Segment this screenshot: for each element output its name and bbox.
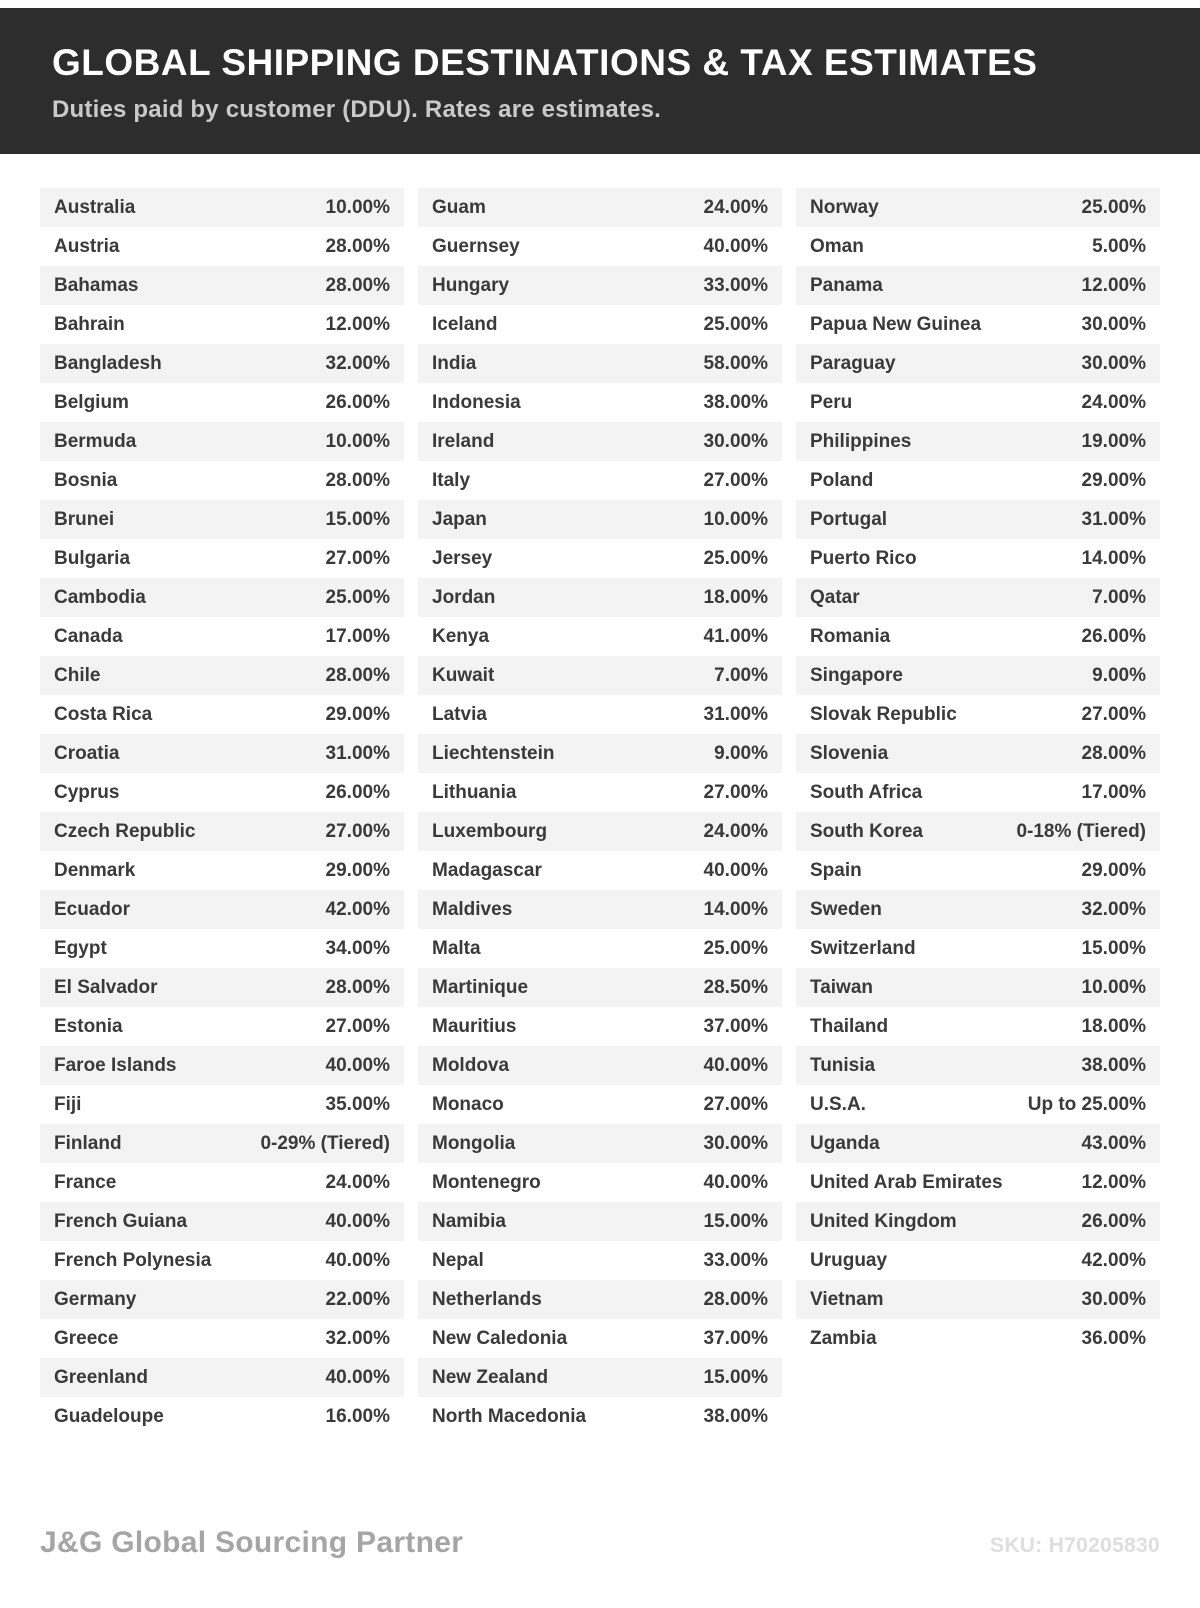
table-row xyxy=(40,383,404,422)
rates-table xyxy=(40,188,1160,1436)
country-name: Belgium xyxy=(54,391,129,413)
table-row xyxy=(418,266,782,305)
table-row xyxy=(796,1046,1160,1085)
country-name: Martinique xyxy=(432,976,529,998)
table-row xyxy=(418,1280,782,1319)
table-row xyxy=(40,422,404,461)
tax-rate: 28.00% xyxy=(703,1288,768,1310)
table-row xyxy=(796,1124,1160,1163)
table-row xyxy=(796,617,1160,656)
country-name: Panama xyxy=(810,274,883,296)
country-name: Peru xyxy=(810,391,853,413)
table-row xyxy=(796,695,1160,734)
country-name: Mongolia xyxy=(432,1132,516,1154)
country-name: New Zealand xyxy=(432,1366,549,1388)
tax-rate: 19.00% xyxy=(1081,430,1146,452)
tax-rate: 18.00% xyxy=(1081,1015,1146,1037)
table-row xyxy=(796,1280,1160,1319)
country-name: Slovenia xyxy=(810,742,889,764)
table-row xyxy=(796,266,1160,305)
table-row xyxy=(40,266,404,305)
table-row xyxy=(796,1319,1160,1358)
country-name: Namibia xyxy=(432,1210,506,1232)
country-name: Montenegro xyxy=(432,1171,541,1193)
tax-rate: 36.00% xyxy=(1081,1327,1146,1349)
country-name: New Caledonia xyxy=(432,1327,568,1349)
country-name: Chile xyxy=(54,664,101,686)
table-row xyxy=(418,539,782,578)
country-name: Bahrain xyxy=(54,313,125,335)
country-name: Ecuador xyxy=(54,898,131,920)
tax-rate: 24.00% xyxy=(1081,391,1146,413)
country-name: Norway xyxy=(810,196,879,218)
country-name: Spain xyxy=(810,859,862,881)
country-name: United Kingdom xyxy=(810,1210,957,1232)
tax-rate: 31.00% xyxy=(1081,508,1146,530)
rate-column xyxy=(40,188,404,1436)
table-row xyxy=(796,227,1160,266)
table-row xyxy=(40,695,404,734)
tax-rate: 12.00% xyxy=(325,313,390,335)
tax-rate: 27.00% xyxy=(703,781,768,803)
tax-rate: 32.00% xyxy=(1081,898,1146,920)
table-row xyxy=(40,578,404,617)
country-name: French Polynesia xyxy=(54,1249,212,1271)
country-name: Greenland xyxy=(54,1366,148,1388)
tax-rate: 38.00% xyxy=(703,391,768,413)
country-name: Italy xyxy=(432,469,471,491)
country-name: Bulgaria xyxy=(54,547,131,569)
tax-rate: Up to 25.00% xyxy=(1027,1093,1146,1115)
table-row xyxy=(796,1241,1160,1280)
table-row xyxy=(796,344,1160,383)
tax-rate: 33.00% xyxy=(703,274,768,296)
tax-rate: 10.00% xyxy=(325,430,390,452)
page-subtitle: Duties paid by customer (DDU). Rates are estimates. xyxy=(52,96,662,123)
country-name: Tunisia xyxy=(810,1054,876,1076)
table-row xyxy=(418,617,782,656)
tax-rate: 28.50% xyxy=(703,976,768,998)
country-name: Australia xyxy=(54,196,136,218)
table-row xyxy=(418,422,782,461)
rate-column xyxy=(796,188,1160,1436)
table-row xyxy=(418,188,782,227)
tax-rate: 27.00% xyxy=(1081,703,1146,725)
country-name: Bermuda xyxy=(54,430,137,452)
country-name: Lithuania xyxy=(432,781,517,803)
tax-rate: 10.00% xyxy=(703,508,768,530)
tax-rate: 40.00% xyxy=(325,1249,390,1271)
country-name: Papua New Guinea xyxy=(810,313,982,335)
table-row xyxy=(40,344,404,383)
table-row xyxy=(418,1046,782,1085)
table-row xyxy=(418,1163,782,1202)
country-name: Guernsey xyxy=(432,235,520,257)
country-name: Kuwait xyxy=(432,664,495,686)
table-row xyxy=(796,851,1160,890)
country-name: Portugal xyxy=(810,508,888,530)
tax-rate: 24.00% xyxy=(325,1171,390,1193)
tax-rate: 0-18% (Tiered) xyxy=(1016,820,1146,842)
tax-rate: 25.00% xyxy=(703,937,768,959)
country-name: Finland xyxy=(54,1132,122,1154)
table-row xyxy=(418,1085,782,1124)
country-name: Faroe Islands xyxy=(54,1054,177,1076)
country-name: Poland xyxy=(810,469,874,491)
tax-rate: 15.00% xyxy=(1081,937,1146,959)
table-row xyxy=(40,851,404,890)
tax-rate: 22.00% xyxy=(325,1288,390,1310)
tax-rate: 31.00% xyxy=(325,742,390,764)
country-name: South Africa xyxy=(810,781,923,803)
country-name: Latvia xyxy=(432,703,487,725)
table-row xyxy=(418,1007,782,1046)
table-row xyxy=(40,734,404,773)
country-name: Estonia xyxy=(54,1015,123,1037)
header-banner xyxy=(0,8,1200,154)
table-row xyxy=(418,890,782,929)
tax-rate: 25.00% xyxy=(325,586,390,608)
tax-rate: 29.00% xyxy=(325,859,390,881)
tax-rate: 40.00% xyxy=(703,859,768,881)
country-name: France xyxy=(54,1171,117,1193)
table-row xyxy=(418,968,782,1007)
table-row xyxy=(796,734,1160,773)
tax-rate: 37.00% xyxy=(703,1015,768,1037)
tax-rate: 30.00% xyxy=(1081,1288,1146,1310)
brand-name: J&G Global Sourcing Partner xyxy=(40,1526,464,1559)
tax-rate: 14.00% xyxy=(1081,547,1146,569)
table-row xyxy=(40,1319,404,1358)
table-row xyxy=(40,812,404,851)
tax-rate: 26.00% xyxy=(325,781,390,803)
table-row xyxy=(418,500,782,539)
country-name: Ireland xyxy=(432,430,495,452)
country-name: Egypt xyxy=(54,937,107,959)
table-row xyxy=(40,539,404,578)
table-row xyxy=(796,383,1160,422)
table-row xyxy=(796,461,1160,500)
country-name: Zambia xyxy=(810,1327,877,1349)
table-row xyxy=(40,1085,404,1124)
country-name: El Salvador xyxy=(54,976,158,998)
table-row xyxy=(796,1163,1160,1202)
tax-rate: 40.00% xyxy=(703,235,768,257)
tax-rate: 24.00% xyxy=(703,196,768,218)
tax-rate: 29.00% xyxy=(325,703,390,725)
country-name: Fiji xyxy=(54,1093,82,1115)
tax-rate: 9.00% xyxy=(714,742,768,764)
tax-rate: 27.00% xyxy=(325,547,390,569)
table-row xyxy=(418,1124,782,1163)
country-name: Philippines xyxy=(810,430,912,452)
country-name: Bosnia xyxy=(54,469,118,491)
table-row xyxy=(796,500,1160,539)
country-name: Vietnam xyxy=(810,1288,884,1310)
table-row xyxy=(796,1202,1160,1241)
country-name: Cambodia xyxy=(54,586,146,608)
country-name: French Guiana xyxy=(54,1210,188,1232)
table-row xyxy=(796,422,1160,461)
tax-rate: 31.00% xyxy=(703,703,768,725)
table-row xyxy=(796,773,1160,812)
country-name: Netherlands xyxy=(432,1288,542,1310)
table-row xyxy=(796,812,1160,851)
tax-rate: 17.00% xyxy=(325,625,390,647)
tax-rate: 32.00% xyxy=(325,1327,390,1349)
tax-rate: 35.00% xyxy=(325,1093,390,1115)
tax-rate: 26.00% xyxy=(325,391,390,413)
table-row xyxy=(796,578,1160,617)
country-name: Austria xyxy=(54,235,120,257)
table-row xyxy=(796,656,1160,695)
tax-rate: 28.00% xyxy=(325,274,390,296)
table-row xyxy=(418,227,782,266)
table-row xyxy=(40,1358,404,1397)
tax-rate: 24.00% xyxy=(703,820,768,842)
country-name: Maldives xyxy=(432,898,513,920)
country-name: U.S.A. xyxy=(810,1093,866,1115)
country-name: North Macedonia xyxy=(432,1405,587,1427)
country-name: Indonesia xyxy=(432,391,521,413)
tax-rate: 26.00% xyxy=(1081,625,1146,647)
table-row xyxy=(40,968,404,1007)
table-row xyxy=(796,929,1160,968)
tax-rate: 30.00% xyxy=(1081,313,1146,335)
tax-rate: 18.00% xyxy=(703,586,768,608)
table-row xyxy=(796,1007,1160,1046)
rate-column xyxy=(418,188,782,1436)
table-row xyxy=(418,305,782,344)
tax-rate: 14.00% xyxy=(703,898,768,920)
table-row xyxy=(40,500,404,539)
country-name: Brunei xyxy=(54,508,115,530)
country-name: Puerto Rico xyxy=(810,547,917,569)
table-row xyxy=(40,305,404,344)
table-row xyxy=(40,1397,404,1436)
country-name: Jordan xyxy=(432,586,496,608)
country-name: Greece xyxy=(54,1327,119,1349)
country-name: Thailand xyxy=(810,1015,889,1037)
table-row xyxy=(40,1202,404,1241)
tax-rate: 40.00% xyxy=(325,1054,390,1076)
country-name: Iceland xyxy=(432,313,498,335)
country-name: United Arab Emirates xyxy=(810,1171,1003,1193)
table-row xyxy=(40,617,404,656)
table-row xyxy=(40,1241,404,1280)
tax-rate: 25.00% xyxy=(1081,196,1146,218)
tax-rate: 28.00% xyxy=(325,976,390,998)
table-row xyxy=(418,851,782,890)
tax-rate: 26.00% xyxy=(1081,1210,1146,1232)
country-name: Romania xyxy=(810,625,891,647)
table-row xyxy=(40,188,404,227)
country-name: Uruguay xyxy=(810,1249,888,1271)
tax-rate: 43.00% xyxy=(1081,1132,1146,1154)
tax-rate: 16.00% xyxy=(325,1405,390,1427)
tax-rate: 15.00% xyxy=(703,1366,768,1388)
tax-rate: 15.00% xyxy=(325,508,390,530)
tax-rate: 25.00% xyxy=(703,547,768,569)
tax-rate: 42.00% xyxy=(325,898,390,920)
tax-rate: 12.00% xyxy=(1081,1171,1146,1193)
country-name: Bangladesh xyxy=(54,352,162,374)
country-name: Czech Republic xyxy=(54,820,196,842)
country-name: Luxembourg xyxy=(432,820,548,842)
tax-rate: 38.00% xyxy=(703,1405,768,1427)
table-row xyxy=(418,1241,782,1280)
table-row xyxy=(418,1202,782,1241)
table-row xyxy=(40,929,404,968)
tax-rate: 10.00% xyxy=(1081,976,1146,998)
table-row xyxy=(40,1046,404,1085)
table-row xyxy=(40,656,404,695)
tax-rate: 40.00% xyxy=(703,1054,768,1076)
tax-rate: 40.00% xyxy=(325,1210,390,1232)
country-name: Monaco xyxy=(432,1093,504,1115)
tax-rate: 33.00% xyxy=(703,1249,768,1271)
tax-rate: 12.00% xyxy=(1081,274,1146,296)
country-name: Croatia xyxy=(54,742,120,764)
country-name: Liechtenstein xyxy=(432,742,555,764)
table-row xyxy=(418,461,782,500)
tax-rate: 37.00% xyxy=(703,1327,768,1349)
table-row xyxy=(40,1007,404,1046)
tax-rate: 40.00% xyxy=(703,1171,768,1193)
table-row xyxy=(418,695,782,734)
country-name: Jersey xyxy=(432,547,493,569)
tax-rate: 27.00% xyxy=(325,820,390,842)
country-name: Germany xyxy=(54,1288,137,1310)
tax-rate: 42.00% xyxy=(1081,1249,1146,1271)
tax-rate: 29.00% xyxy=(1081,859,1146,881)
country-name: Bahamas xyxy=(54,274,139,296)
country-name: Slovak Republic xyxy=(810,703,957,725)
table-row xyxy=(418,812,782,851)
tax-rate: 41.00% xyxy=(703,625,768,647)
country-name: Malta xyxy=(432,937,481,959)
tax-rate: 29.00% xyxy=(1081,469,1146,491)
country-name: Hungary xyxy=(432,274,510,296)
table-row xyxy=(796,968,1160,1007)
tax-rate: 27.00% xyxy=(325,1015,390,1037)
table-row xyxy=(796,1085,1160,1124)
table-row xyxy=(418,1319,782,1358)
tax-rate: 15.00% xyxy=(703,1210,768,1232)
country-name: Costa Rica xyxy=(54,703,153,725)
tax-rate: 10.00% xyxy=(325,196,390,218)
tax-rate: 30.00% xyxy=(703,1132,768,1154)
country-name: Japan xyxy=(432,508,487,530)
country-name: Singapore xyxy=(810,664,903,686)
table-row xyxy=(40,461,404,500)
country-name: Madagascar xyxy=(432,859,542,881)
tax-rate: 25.00% xyxy=(703,313,768,335)
country-name: Guam xyxy=(432,196,486,218)
table-row xyxy=(418,773,782,812)
table-row xyxy=(796,890,1160,929)
tax-rate: 38.00% xyxy=(1081,1054,1146,1076)
table-row xyxy=(40,773,404,812)
country-name: Mauritius xyxy=(432,1015,517,1037)
country-name: Taiwan xyxy=(810,976,873,998)
tax-rate: 17.00% xyxy=(1081,781,1146,803)
country-name: Moldova xyxy=(432,1054,510,1076)
tax-rate: 9.00% xyxy=(1092,664,1146,686)
tax-rate: 5.00% xyxy=(1092,235,1146,257)
table-row xyxy=(418,1358,782,1397)
table-row xyxy=(796,539,1160,578)
tax-rate: 7.00% xyxy=(1092,586,1146,608)
tax-rate: 28.00% xyxy=(1081,742,1146,764)
table-row xyxy=(40,890,404,929)
country-name: South Korea xyxy=(810,820,923,842)
tax-rate: 58.00% xyxy=(703,352,768,374)
table-row xyxy=(418,383,782,422)
tax-rate: 30.00% xyxy=(703,430,768,452)
country-name: Qatar xyxy=(810,586,860,608)
country-name: Kenya xyxy=(432,625,490,647)
tax-rate: 32.00% xyxy=(325,352,390,374)
table-row xyxy=(796,188,1160,227)
tax-rate: 28.00% xyxy=(325,664,390,686)
tax-rate: 34.00% xyxy=(325,937,390,959)
table-row xyxy=(418,578,782,617)
tax-rate: 7.00% xyxy=(714,664,768,686)
country-name: Nepal xyxy=(432,1249,484,1271)
tax-rate: 30.00% xyxy=(1081,352,1146,374)
country-name: Canada xyxy=(54,625,123,647)
table-row xyxy=(40,1163,404,1202)
tax-rate: 28.00% xyxy=(325,235,390,257)
country-name: Cyprus xyxy=(54,781,120,803)
country-name: Oman xyxy=(810,235,864,257)
sku-label: SKU: H70205830 xyxy=(990,1534,1160,1557)
tax-rate: 0-29% (Tiered) xyxy=(260,1132,390,1154)
country-name: Uganda xyxy=(810,1132,880,1154)
tax-rate: 40.00% xyxy=(325,1366,390,1388)
table-row xyxy=(796,305,1160,344)
table-row xyxy=(418,929,782,968)
country-name: Switzerland xyxy=(810,937,916,959)
country-name: Sweden xyxy=(810,898,882,920)
country-name: Guadeloupe xyxy=(54,1405,164,1427)
tax-rate: 28.00% xyxy=(325,469,390,491)
table-row xyxy=(40,1280,404,1319)
table-row xyxy=(40,227,404,266)
tax-rate: 27.00% xyxy=(703,1093,768,1115)
table-row xyxy=(418,656,782,695)
table-row xyxy=(418,734,782,773)
footer xyxy=(0,1526,1200,1560)
table-row xyxy=(418,344,782,383)
country-name: Denmark xyxy=(54,859,136,881)
country-name: Paraguay xyxy=(810,352,896,374)
table-row xyxy=(418,1397,782,1436)
table-row xyxy=(40,1124,404,1163)
page-title: GLOBAL SHIPPING DESTINATIONS & TAX ESTIMATES xyxy=(52,42,1038,83)
country-name: India xyxy=(432,352,477,374)
tax-rate: 27.00% xyxy=(703,469,768,491)
